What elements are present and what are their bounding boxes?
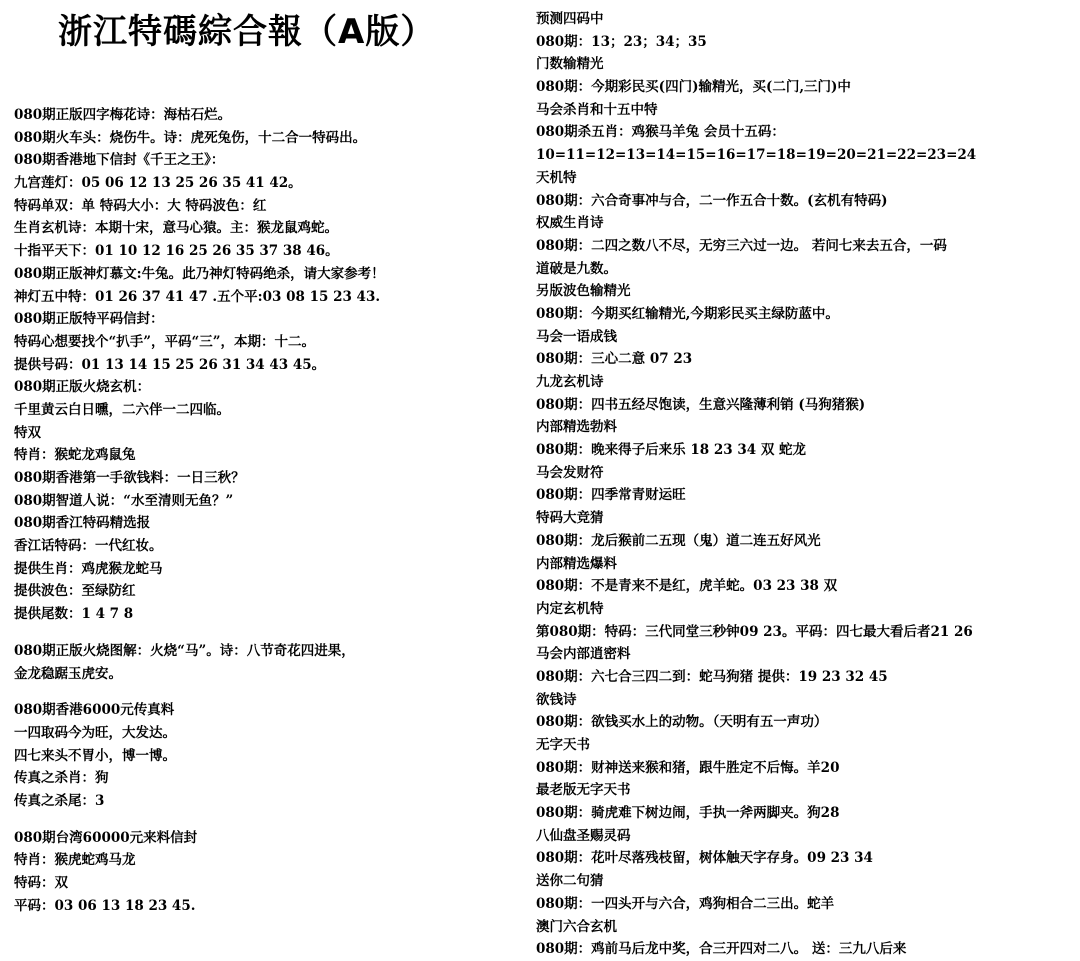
text-line: 080期杀五肖：鸡猴马羊兔 会员十五码： [536,124,785,141]
text-line: 特码大竞猜 [536,510,604,527]
right-column [536,8,1068,961]
text-line: 八仙盘圣赐灵码 [536,827,631,844]
text-line: 马会杀肖和十五中特 [536,101,658,118]
text-line: 千里黄云白日曛，二六伴一二四临。 [14,401,230,418]
text-line: 特肖：猴蛇龙鸡鼠兔 [14,447,136,464]
text-line: 特双 [14,424,41,441]
text-line: 080期：三心二意 07 23 [536,351,693,368]
text-line: 080期正版火烧玄机： [14,379,151,396]
text-line: 080期：花叶尽落残枝留，树体触天字存身。09 23 34 [536,850,873,867]
text-line: 内部精选爆料 [536,555,617,572]
text-line: 080期：13；23；34；35 [536,33,707,50]
page-title: 浙江特碼綜合報（A版） [58,12,436,52]
text-line: 马会发财符 [536,464,604,481]
text-line: 送你二句猜 [536,873,604,890]
text-line: 四七来头不胃小，博一博。 [14,747,176,764]
text-line: 080期正版四字梅花诗：海枯石烂。 [14,107,232,123]
text-line: 080期：一四头开与六合，鸡狗相合二三出。蛇羊 [536,895,835,912]
text-line: 080期香港6000元传真料 [14,702,175,719]
text-line: 提供生肖：鸡虎猴龙蛇马 [14,560,163,577]
text-line: 080期：四书五经尽饱读，生意兴隆薄利销 (马狗猪猴) [536,396,866,413]
text-line: 澳门六合玄机 [536,918,617,935]
text-line: 九宫莲灯：05 06 12 13 25 26 35 41 42。 [14,175,302,192]
text-line: 马会一语成钱 [536,328,617,345]
text-line: 080期：鸡前马后龙中奖，合三开四对二八。 送：三九八后来 [536,941,907,958]
text-line: 传真之杀肖：狗 [14,770,109,787]
text-line: 080期：财神送来猴和猪，跟牛胜定不后悔。羊20 [536,759,840,776]
text-line: 080期台湾60000元来料信封 [14,829,198,846]
left-column [14,104,514,917]
text-line: 080期正版特平码信封： [14,311,164,328]
text-line: 080期香港地下信封《千王之王》： [14,152,225,169]
text-line: 特码心想要找个“扒手”，平码“三”，本期：十二。 [14,333,316,350]
text-line: 门数输精光 [536,56,604,73]
text-line: 080期：龙后猴前二五现（鬼）道二连五好风光 [536,532,821,549]
text-line: 080期：晚来得子后来乐 18 23 34 双 蛇龙 [536,442,807,459]
text-line: 一四取码今为旺，大发达。 [14,724,176,741]
text-line: 080期：四季常青财运旺 [536,487,686,504]
text-line: 香江话特码：一代红妆。 [14,538,163,555]
text-line: 生肖玄机诗：本期十宋，意马心猿。主：猴龙鼠鸡蛇。 [14,220,338,237]
text-line: 提供号码：01 13 14 15 25 26 31 34 43 45。 [14,356,326,373]
text-line: 十指平天下：01 10 12 16 25 26 35 37 38 46。 [14,243,339,260]
text-line: 权威生肖诗 [536,215,604,232]
text-line: 080期火车头：烧伤牛。诗：虎死兔伤，十二合一特码出。 [14,129,367,146]
text-line: 特码：双 [14,875,68,891]
text-line: 特肖：猴虎蛇鸡马龙 [14,852,136,869]
text-line: 神灯五中特：01 26 37 41 47 .五个平:03 08 15 23 43. [14,288,381,305]
text-line: 天机特 [536,169,577,186]
text-line: 平码：03 06 13 18 23 45. [14,897,196,914]
text-line: 080期：今期买红输精光,今期彩民买主绿防蓝中。 [536,305,839,322]
blank-line [14,813,514,827]
text-line: 特码单双：单 特码大小：大 特码波色：红 [14,197,267,214]
text-line: 提供波色：至绿防红 [14,583,136,600]
text-line: 欲钱诗 [536,691,577,708]
text-line: 080期正版神灯慕文:牛兔。此乃神灯特码绝杀，请大家参考！ [14,265,385,282]
text-line: 080期：不是青来不是红，虎羊蛇。03 23 38 双 [536,578,838,595]
blank-line [14,685,514,699]
text-line: 九龙玄机诗 [536,374,604,390]
text-line: 080期正版火烧图解：火烧“马”。诗：八节奇花四进果， [14,642,355,659]
text-line: 080期智道人说：“水至清则无鱼？” [14,492,234,509]
text-line: 080期：欲钱买水上的动物。（天明有五一声功） [536,714,828,731]
text-line: 马会内部逍密料 [536,646,631,663]
text-line: 080期：六七合三四二到：蛇马狗猪 提供：19 23 32 45 [536,668,888,685]
text-line: 最老版无字天书 [536,782,631,799]
text-line: 第080期：特码：三代同堂三秒钟09 23。平码：四七最大看后者21 26 [536,623,973,640]
text-line: 传真之杀尾：3 [14,792,105,809]
text-line: 内定玄机特 [536,600,604,617]
text-line: 金龙稳踞玉虎安。 [14,665,122,682]
text-line: 无字天书 [536,737,590,753]
text-line: 080期：骑虎难下树边闹，手执一斧两脚夹。狗28 [536,805,840,822]
text-line: 080期：六合奇事冲与合，二一作五合十数。(玄机有特码) [536,192,888,209]
text-line: 道破是九数。 [536,260,617,277]
text-line: 080期：二四之数八不尽，无穷三六过一边。 若问七来去五合，一码 [536,237,947,254]
text-line: 080期香江特码精选报 [14,515,151,532]
text-line: 另版波色输精光 [536,283,631,300]
text-line: 提供尾数：1 4 7 8 [14,606,134,623]
text-line: 内部精选勃料 [536,419,617,436]
text-line: 080期：今期彩民买(四门)输精光，买(二门,三门)中 [536,79,851,96]
text-line: 10=11=12=13=14=15=16=17=18=19=20=21=22=23=24 [536,147,977,164]
blank-line [14,626,514,640]
text-line: 080期香港第一手欲钱料：一日三秋？ [14,470,245,486]
text-line: 预测四码中 [536,11,604,27]
